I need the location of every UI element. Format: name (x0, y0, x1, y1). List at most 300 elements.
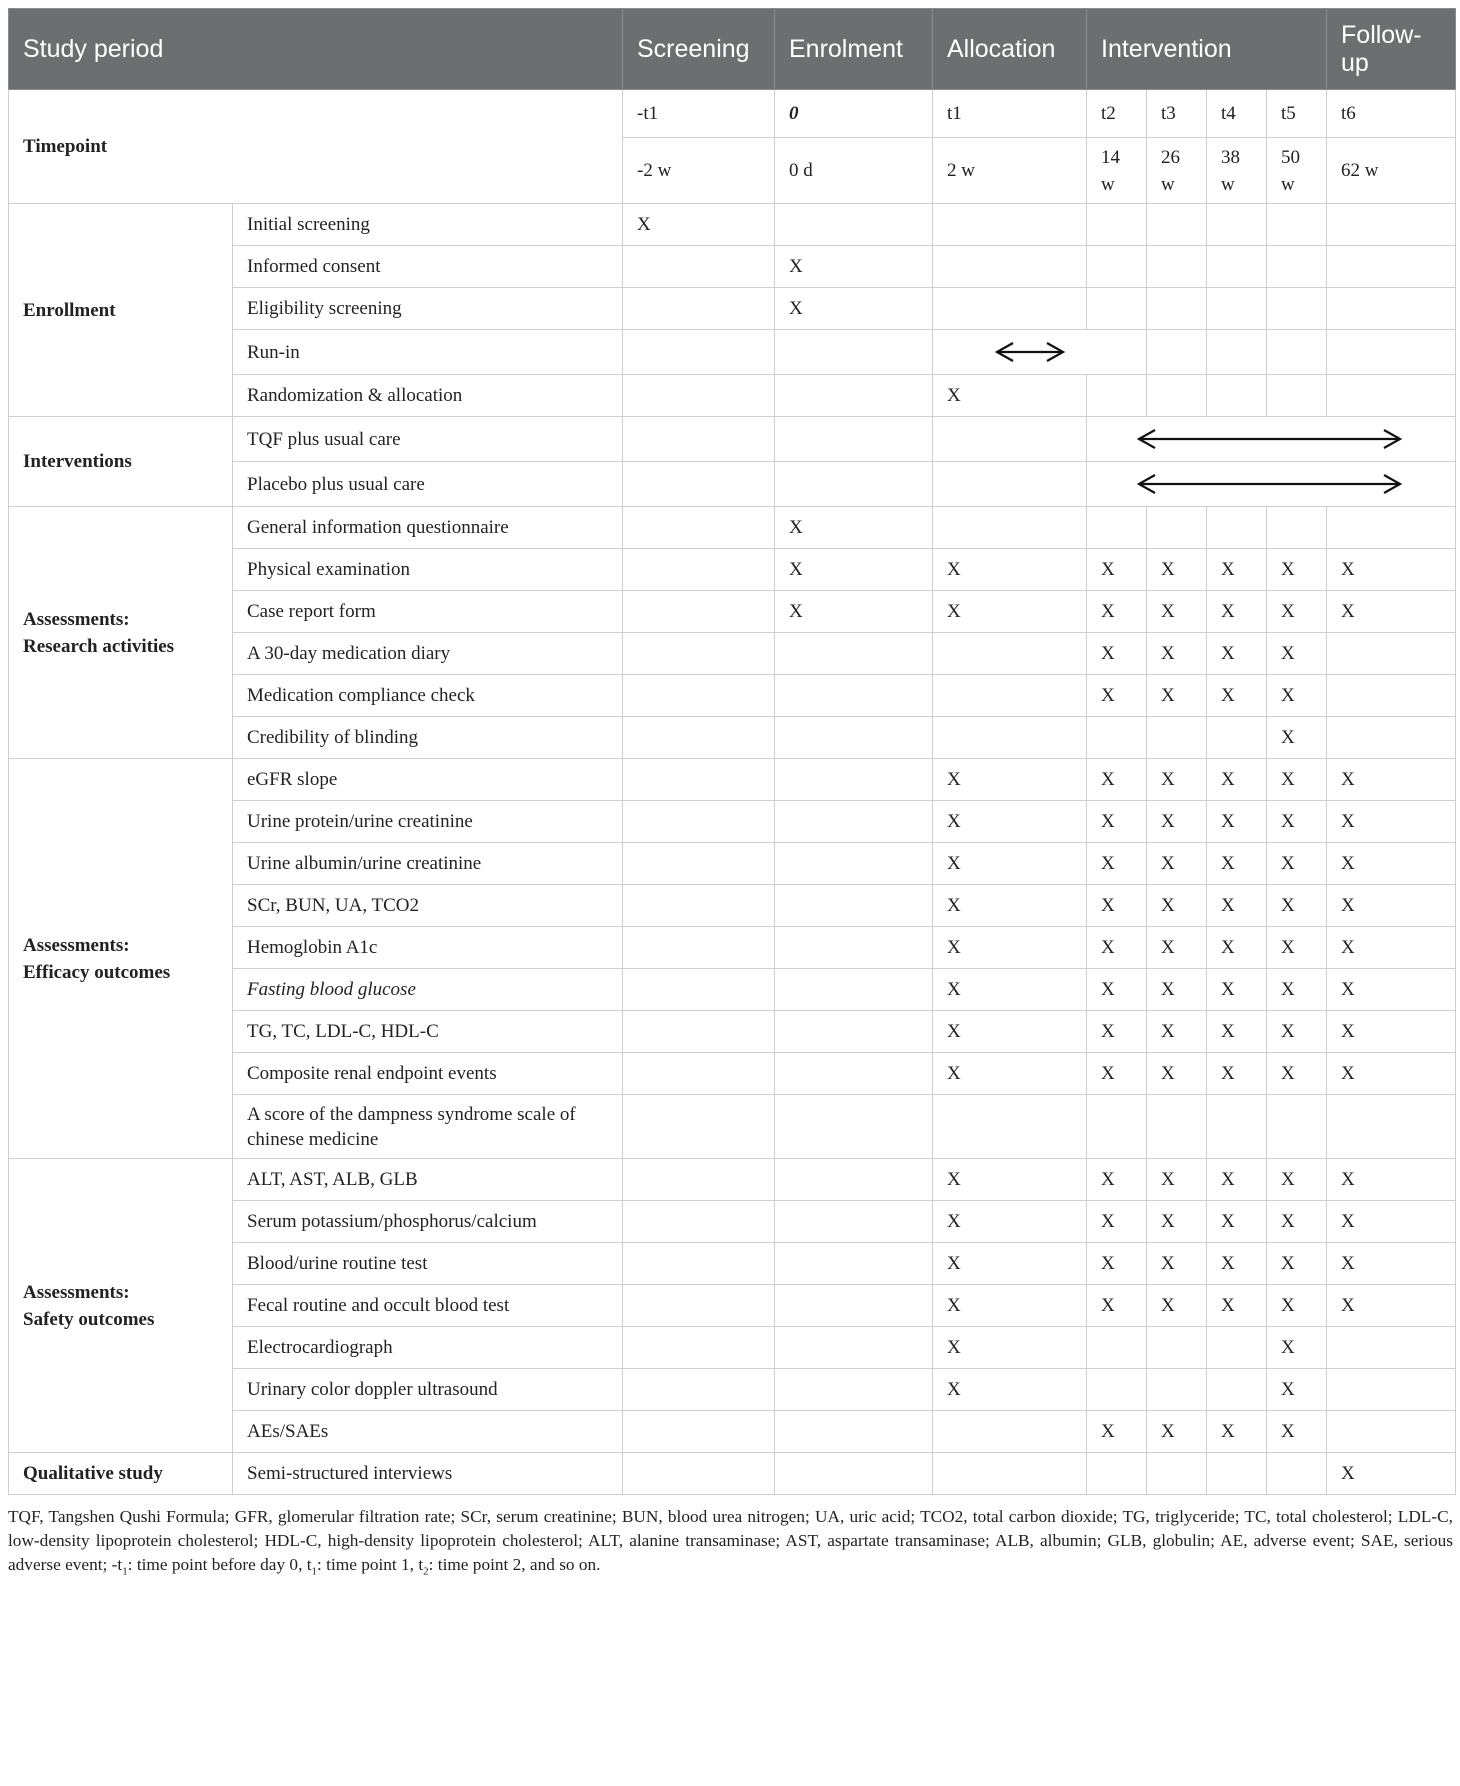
schedule-cell (1267, 375, 1327, 417)
schedule-cell (775, 1201, 933, 1243)
schedule-cell: X (1267, 759, 1327, 801)
schedule-cell (1147, 375, 1207, 417)
schedule-cell: X (1147, 1285, 1207, 1327)
schedule-cell: X (1087, 1011, 1147, 1053)
activity-name: SCr, BUN, UA, TCO2 (233, 885, 623, 927)
timepoint-label: Timepoint (9, 90, 623, 204)
schedule-cell (1327, 204, 1456, 246)
schedule-cell (1327, 717, 1456, 759)
schedule-cell (1147, 204, 1207, 246)
header-allocation: Allocation (933, 9, 1087, 90)
schedule-cell: X (1087, 1053, 1147, 1095)
schedule-cell: X (1267, 1285, 1327, 1327)
table-row (9, 204, 1456, 246)
schedule-cell: X (1267, 675, 1327, 717)
schedule-cell: X (1267, 1011, 1327, 1053)
activity-name: Semi-structured interviews (233, 1453, 623, 1495)
schedule-cell (623, 1053, 775, 1095)
timepoint-time: 62 w (1327, 138, 1456, 204)
schedule-cell (1327, 1327, 1456, 1369)
activity-name: AEs/SAEs (233, 1411, 623, 1453)
schedule-cell: X (1267, 1201, 1327, 1243)
schedule-cell: X (1147, 633, 1207, 675)
schedule-cell (623, 675, 775, 717)
schedule-cell: X (1327, 1453, 1456, 1495)
schedule-cell: X (1087, 1201, 1147, 1243)
schedule-cell (1327, 675, 1456, 717)
schedule-cell (1267, 246, 1327, 288)
schedule-cell (623, 1159, 775, 1201)
schedule-cell: X (1147, 1159, 1207, 1201)
schedule-cell: X (1327, 549, 1456, 591)
schedule-cell: X (933, 927, 1087, 969)
schedule-cell: X (933, 375, 1087, 417)
schedule-cell (1327, 330, 1456, 375)
schedule-cell (1267, 507, 1327, 549)
footnote-t1: t (306, 1555, 312, 1574)
schedule-cell: X (1267, 1369, 1327, 1411)
schedule-cell (1087, 1369, 1147, 1411)
schedule-cell (1087, 717, 1147, 759)
schedule-cell: X (933, 591, 1087, 633)
schedule-cell: X (1267, 1411, 1327, 1453)
timepoint-code: t2 (1087, 90, 1147, 138)
schedule-cell: X (1147, 675, 1207, 717)
schedule-cell (1267, 1095, 1327, 1159)
schedule-cell (775, 801, 933, 843)
activity-name: Initial screening (233, 204, 623, 246)
schedule-cell (1207, 330, 1267, 375)
schedule-cell: X (933, 801, 1087, 843)
header-screening: Screening (623, 9, 775, 90)
group-label: Assessments: Research activities (9, 507, 233, 759)
schedule-cell: X (1207, 1411, 1267, 1453)
activity-name: Medication compliance check (233, 675, 623, 717)
footnote-t1-sub: 1 (311, 1565, 318, 1578)
schedule-cell (623, 717, 775, 759)
schedule-cell: X (1327, 885, 1456, 927)
schedule-cell: X (1087, 1159, 1147, 1201)
activity-name: Credibility of blinding (233, 717, 623, 759)
schedule-cell (933, 633, 1087, 675)
schedule-cell: X (1267, 1243, 1327, 1285)
schedule-cell (1327, 633, 1456, 675)
schedule-cell (1327, 375, 1456, 417)
schedule-cell (1207, 1095, 1267, 1159)
schedule-cell: X (933, 1285, 1087, 1327)
schedule-cell: X (1267, 633, 1327, 675)
timepoint-time: 0 d (775, 138, 933, 204)
schedule-cell (775, 1011, 933, 1053)
schedule-cell (775, 330, 933, 375)
schedule-cell: X (1147, 759, 1207, 801)
timepoint-code: t3 (1147, 90, 1207, 138)
schedule-cell: X (1267, 1053, 1327, 1095)
schedule-cell: X (1147, 1243, 1207, 1285)
timepoint-time: 50 w (1267, 138, 1327, 204)
activity-name: Urine albumin/urine creatinine (233, 843, 623, 885)
schedule-cell (1207, 375, 1267, 417)
schedule-cell (775, 633, 933, 675)
activity-name: Randomization & allocation (233, 375, 623, 417)
footnote-t2-sub: 2 (423, 1565, 429, 1578)
schedule-cell (1087, 375, 1147, 417)
schedule-cell (623, 1201, 775, 1243)
schedule-cell: X (1327, 843, 1456, 885)
schedule-cell: X (1087, 885, 1147, 927)
schedule-cell: X (1267, 885, 1327, 927)
schedule-cell (623, 375, 775, 417)
schedule-cell (933, 417, 1087, 462)
schedule-cell (1327, 1095, 1456, 1159)
timepoint-time: 2 w (933, 138, 1087, 204)
schedule-cell (623, 633, 775, 675)
schedule-cell: X (1147, 549, 1207, 591)
schedule-cell (933, 507, 1087, 549)
schedule-cell (775, 1453, 933, 1495)
schedule-of-enrolment-table (8, 8, 1456, 1495)
double-arrow-icon (1087, 472, 1456, 496)
footnote-t-minus1: -t (111, 1555, 123, 1574)
schedule-cell (1147, 1453, 1207, 1495)
schedule-cell: X (1207, 1159, 1267, 1201)
schedule-cell (775, 1369, 933, 1411)
activity-name: TQF plus usual care (233, 417, 623, 462)
schedule-cell: X (933, 549, 1087, 591)
table-row (9, 417, 1456, 462)
activity-name: Urinary color doppler ultrasound (233, 1369, 623, 1411)
schedule-cell (933, 1411, 1087, 1453)
table-row (9, 1159, 1456, 1201)
timepoint-time: 26 w (1147, 138, 1207, 204)
timepoint-time: 14 w (1087, 138, 1147, 204)
schedule-cell (1327, 288, 1456, 330)
activity-name: General information questionnaire (233, 507, 623, 549)
activity-name: A 30-day medication diary (233, 633, 623, 675)
schedule-cell: X (1087, 549, 1147, 591)
activity-name: Case report form (233, 591, 623, 633)
schedule-cell: X (1327, 801, 1456, 843)
schedule-cell: X (623, 204, 775, 246)
activity-name: Fasting blood glucose (233, 969, 623, 1011)
schedule-cell: X (1267, 1327, 1327, 1369)
schedule-cell: X (1207, 1243, 1267, 1285)
timepoint-time: -2 w (623, 138, 775, 204)
schedule-cell: X (1267, 927, 1327, 969)
header-followup: Follow-up (1327, 9, 1456, 90)
schedule-cell (933, 1453, 1087, 1495)
schedule-cell (1267, 1453, 1327, 1495)
schedule-cell: X (1207, 885, 1267, 927)
schedule-cell: X (1087, 927, 1147, 969)
schedule-cell (775, 927, 933, 969)
timepoint-code: t4 (1207, 90, 1267, 138)
footnote-t2-text: : time point 2, and so on. (428, 1555, 601, 1574)
schedule-cell (775, 462, 933, 507)
activity-name: Blood/urine routine test (233, 1243, 623, 1285)
schedule-cell: X (933, 759, 1087, 801)
schedule-cell: X (1267, 801, 1327, 843)
schedule-cell (775, 417, 933, 462)
schedule-cell (623, 1453, 775, 1495)
schedule-cell (623, 1243, 775, 1285)
schedule-cell: X (1327, 927, 1456, 969)
schedule-cell (1147, 288, 1207, 330)
schedule-cell (1267, 204, 1327, 246)
schedule-cell (1087, 288, 1147, 330)
schedule-cell: X (1207, 1011, 1267, 1053)
timepoint-code: t5 (1267, 90, 1327, 138)
schedule-cell (623, 1411, 775, 1453)
schedule-cell: X (933, 1369, 1087, 1411)
schedule-cell: X (1327, 1243, 1456, 1285)
schedule-cell (933, 717, 1087, 759)
schedule-cell: X (1087, 675, 1147, 717)
group-label: Interventions (9, 417, 233, 507)
schedule-cell: X (1207, 969, 1267, 1011)
activity-name: Run-in (233, 330, 623, 375)
schedule-cell (933, 246, 1087, 288)
activity-name: Eligibility screening (233, 288, 623, 330)
schedule-cell: X (775, 549, 933, 591)
header-intervention: Intervention (1087, 9, 1327, 90)
footnote-t2: t (418, 1555, 424, 1574)
schedule-cell: X (1207, 1201, 1267, 1243)
activity-name: eGFR slope (233, 759, 623, 801)
activity-name: A score of the dampness syndrome scale of chinese medicine (233, 1095, 623, 1159)
schedule-cell: X (775, 507, 933, 549)
duration-arrow-cell (933, 330, 1147, 375)
schedule-cell (933, 288, 1087, 330)
schedule-cell (775, 1327, 933, 1369)
schedule-cell (1207, 204, 1267, 246)
schedule-cell: X (1207, 1053, 1267, 1095)
schedule-cell: X (1147, 801, 1207, 843)
schedule-cell (775, 1053, 933, 1095)
schedule-cell (1087, 507, 1147, 549)
schedule-cell: X (1207, 675, 1267, 717)
schedule-cell: X (775, 591, 933, 633)
schedule-cell (623, 462, 775, 507)
schedule-cell (1087, 1453, 1147, 1495)
schedule-cell (1207, 1327, 1267, 1369)
schedule-cell: X (1147, 591, 1207, 633)
schedule-cell (623, 417, 775, 462)
schedule-cell (1147, 330, 1207, 375)
schedule-cell: X (1207, 801, 1267, 843)
schedule-cell: X (1327, 759, 1456, 801)
double-arrow-icon (933, 340, 1147, 364)
schedule-cell (1327, 1411, 1456, 1453)
schedule-cell (623, 843, 775, 885)
schedule-cell (933, 462, 1087, 507)
schedule-cell (933, 204, 1087, 246)
schedule-cell (1267, 330, 1327, 375)
schedule-cell (1207, 1453, 1267, 1495)
schedule-cell (623, 885, 775, 927)
schedule-cell: X (1147, 969, 1207, 1011)
schedule-cell (775, 969, 933, 1011)
schedule-cell: X (1147, 1011, 1207, 1053)
schedule-cell (623, 288, 775, 330)
schedule-cell (933, 675, 1087, 717)
schedule-cell (623, 1327, 775, 1369)
table-footnote (8, 1505, 1455, 1583)
schedule-cell (623, 1095, 775, 1159)
group-label: Assessments: Efficacy outcomes (9, 759, 233, 1159)
schedule-cell (775, 1411, 933, 1453)
schedule-cell: X (1327, 1011, 1456, 1053)
schedule-cell: X (1267, 969, 1327, 1011)
schedule-cell (623, 246, 775, 288)
schedule-cell: X (1267, 549, 1327, 591)
schedule-cell (623, 927, 775, 969)
schedule-cell: X (1207, 1285, 1267, 1327)
schedule-cell: X (1267, 1159, 1327, 1201)
schedule-cell: X (1087, 1285, 1147, 1327)
schedule-cell (775, 1243, 933, 1285)
schedule-cell (1087, 246, 1147, 288)
schedule-cell (1147, 1095, 1207, 1159)
schedule-cell: X (1087, 801, 1147, 843)
schedule-cell: X (933, 1243, 1087, 1285)
header-row (9, 9, 1456, 90)
schedule-cell: X (1327, 1159, 1456, 1201)
schedule-cell (623, 969, 775, 1011)
timepoint-code-row (9, 90, 1456, 138)
schedule-cell (1207, 717, 1267, 759)
table-row (9, 1453, 1456, 1495)
schedule-cell: X (1327, 1053, 1456, 1095)
schedule-cell: X (1147, 927, 1207, 969)
schedule-cell (775, 375, 933, 417)
schedule-cell (1087, 204, 1147, 246)
table-row (9, 507, 1456, 549)
activity-name: Informed consent (233, 246, 623, 288)
schedule-cell: X (1147, 1053, 1207, 1095)
schedule-cell (623, 759, 775, 801)
schedule-cell: X (1327, 1285, 1456, 1327)
schedule-cell (1207, 246, 1267, 288)
schedule-cell (1327, 507, 1456, 549)
schedule-cell (1087, 1095, 1147, 1159)
schedule-cell (775, 759, 933, 801)
schedule-cell (775, 204, 933, 246)
schedule-cell: X (1147, 885, 1207, 927)
activity-name: ALT, AST, ALB, GLB (233, 1159, 623, 1201)
activity-name: Serum potassium/phosphorus/calcium (233, 1201, 623, 1243)
footnote-abbreviations: TQF, Tangshen Qushi Formula; GFR, glomerular filtration rate; SCr, serum creatinine; BUN, blood urea nitrogen; UA, uric acid; TCO2, total carbon dioxide; TG, triglyceride; TC, total cholesterol; LDL-C, low-density lipoprotein cholesterol; HDL-C, high-density lipoprotein cholesterol; ALT, alanine transaminase; AST, aspartate transaminase; ALB, albumin; GLB, globulin; AE, adverse event; SAE, serious adverse event; (8, 1507, 1453, 1574)
schedule-cell: X (1147, 843, 1207, 885)
schedule-cell: X (1147, 1411, 1207, 1453)
schedule-cell: X (1267, 843, 1327, 885)
schedule-cell (1207, 288, 1267, 330)
schedule-cell (1267, 288, 1327, 330)
schedule-cell: X (1087, 591, 1147, 633)
schedule-cell: X (1267, 591, 1327, 633)
activity-name: Fecal routine and occult blood test (233, 1285, 623, 1327)
schedule-cell: X (1327, 591, 1456, 633)
schedule-cell: X (1207, 591, 1267, 633)
schedule-cell: X (1327, 1201, 1456, 1243)
schedule-cell (775, 717, 933, 759)
activity-name: Urine protein/urine creatinine (233, 801, 623, 843)
timepoint-time: 38 w (1207, 138, 1267, 204)
schedule-cell (1147, 1369, 1207, 1411)
schedule-cell: X (1207, 633, 1267, 675)
schedule-cell: X (933, 885, 1087, 927)
schedule-cell: X (933, 1011, 1087, 1053)
schedule-cell (1147, 246, 1207, 288)
table-row (9, 759, 1456, 801)
schedule-cell: X (775, 246, 933, 288)
schedule-cell (623, 591, 775, 633)
schedule-cell: X (933, 843, 1087, 885)
schedule-cell (775, 1095, 933, 1159)
schedule-cell (623, 801, 775, 843)
schedule-cell (775, 1285, 933, 1327)
schedule-cell: X (1147, 1201, 1207, 1243)
group-label: Enrollment (9, 204, 233, 417)
schedule-cell: X (1087, 843, 1147, 885)
header-study-period: Study period (9, 9, 623, 90)
schedule-cell (1207, 1369, 1267, 1411)
schedule-cell (775, 675, 933, 717)
schedule-cell: X (933, 1327, 1087, 1369)
schedule-cell: X (933, 1201, 1087, 1243)
schedule-cell (623, 1285, 775, 1327)
activity-name: Hemoglobin A1c (233, 927, 623, 969)
schedule-cell (623, 1011, 775, 1053)
schedule-cell: X (933, 1159, 1087, 1201)
schedule-cell (1147, 717, 1207, 759)
schedule-cell (623, 330, 775, 375)
schedule-cell (775, 843, 933, 885)
schedule-cell: X (1087, 759, 1147, 801)
schedule-cell: X (1087, 969, 1147, 1011)
schedule-cell: X (933, 1053, 1087, 1095)
schedule-table-container (8, 8, 1455, 1583)
timepoint-code: t6 (1327, 90, 1456, 138)
timepoint-code: t1 (933, 90, 1087, 138)
schedule-cell (1147, 1327, 1207, 1369)
footnote-t-minus1-sub: 1 (122, 1565, 128, 1578)
activity-name: Composite renal endpoint events (233, 1053, 623, 1095)
schedule-cell: X (1207, 759, 1267, 801)
activity-name: TG, TC, LDL-C, HDL-C (233, 1011, 623, 1053)
timepoint-code: 0 (775, 90, 933, 138)
schedule-cell (623, 507, 775, 549)
schedule-cell: X (1207, 549, 1267, 591)
schedule-cell (1327, 1369, 1456, 1411)
schedule-cell: X (1087, 1243, 1147, 1285)
double-arrow-icon (1087, 427, 1456, 451)
duration-arrow-cell (1087, 462, 1456, 507)
schedule-cell: X (1327, 969, 1456, 1011)
schedule-cell: X (1267, 717, 1327, 759)
schedule-cell: X (775, 288, 933, 330)
activity-name: Electrocardiograph (233, 1327, 623, 1369)
schedule-cell (1327, 246, 1456, 288)
timepoint-code: -t1 (623, 90, 775, 138)
schedule-cell: X (933, 969, 1087, 1011)
activity-name: Physical examination (233, 549, 623, 591)
group-label: Qualitative study (9, 1453, 233, 1495)
header-enrolment: Enrolment (775, 9, 933, 90)
duration-arrow-cell (1087, 417, 1456, 462)
schedule-cell (623, 1369, 775, 1411)
group-label: Assessments: Safety outcomes (9, 1159, 233, 1453)
